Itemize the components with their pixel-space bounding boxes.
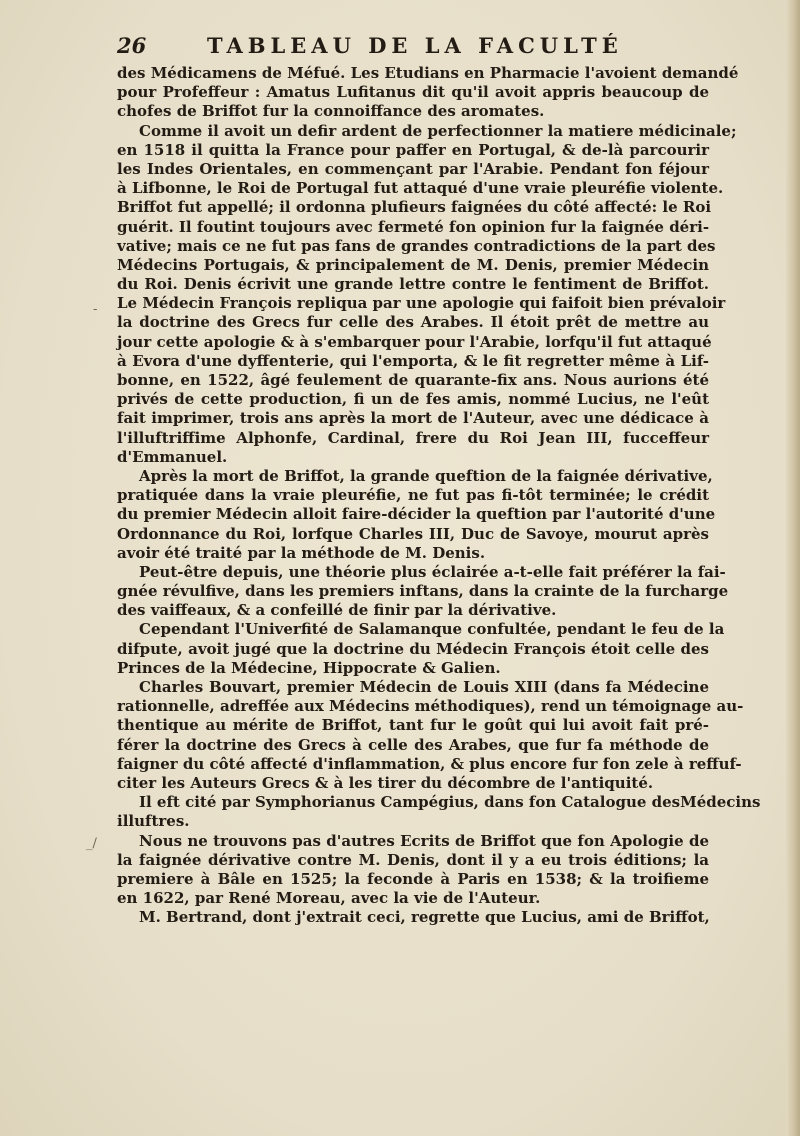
text-line: jour cette apologie & à s'embarquer pour l'Arabie, lorfqu'il fut attaqué [117, 332, 712, 351]
text-line: Le Médecin François repliqua par une apologie qui faifoit bien prévaloir [117, 294, 726, 313]
text-line: guérit. Il foutint toujours avec fermeté fon opinion fur la faignée déri- [117, 217, 710, 236]
text-line: Nous ne trouvons pas d'autres Ecrits de Briffot que fon Apologie de [139, 831, 709, 850]
text-line: férer la doctrine des Grecs à celle des Arabes, que fur fa méthode de [117, 735, 709, 754]
text-line: M. Bertrand, dont j'extrait ceci, regrette que Lucius, ami de Briffot, [139, 908, 710, 927]
text-line: rationnelle, adreffée aux Médecins méthodiques), rend un témoignage au- [117, 697, 744, 716]
text-line: des Médicamens de Méfué. Les Etudians en Pharmacie l'avoient demandé [117, 64, 739, 82]
text-line: Ordonnance du Roi, lorfque Charles III, Duc de Savoye, mourut après [117, 524, 709, 543]
paragraph [117, 793, 761, 831]
text-line: avoir été traité par la méthode de M. Denis. [117, 543, 486, 562]
text-line: faigner du côté affecté d'inflammation, & plus encore fur fon zele à reffuf- [117, 754, 742, 773]
page-header [117, 31, 717, 61]
text-line: difpute, avoit jugé que la doctrine du Médecin François étoit celle des [117, 639, 709, 658]
paragraph [117, 64, 739, 122]
text-line: à Lifbonne, le Roi de Portugal fut attaqué d'une vraie pleuréfie violente. [117, 179, 724, 198]
text-line: privés de cette production, fi un de fes amis, nommé Lucius, ne l'eût [117, 390, 709, 409]
text-line: gnée révulfive, dans les premiers inftans, dans la crainte de la furcharge [117, 582, 729, 601]
text-line: la faignée dérivative contre M. Denis, dont il y a eu trois éditions; la [117, 850, 709, 869]
paragraph [117, 562, 729, 621]
text-line: pratiquée dans la vraie pleuréfie, ne fut pas fi-tôt terminée; le crédit [117, 486, 709, 505]
margin-mark: _/ [86, 836, 97, 851]
paragraph [117, 466, 716, 563]
page-gutter-shadow [786, 0, 800, 1136]
paragraph [117, 121, 737, 467]
text-line: premiere à Bâle en 1525; la feconde à Paris en 1538; & la troifieme [117, 869, 709, 888]
text-line: bonne, en 1522, âgé feulement de quarante-fix ans. Nous aurions été [117, 371, 709, 389]
text-line: du premier Médecin alloit faire-décider la queftion par l'autorité d'une [117, 505, 716, 524]
text-line: du Roi. Denis écrivit une grande lettre contre le fentiment de Briffot. [117, 275, 709, 294]
text-line: Princes de la Médecine, Hippocrate & Galien. [117, 658, 501, 677]
text-line: Peut-être depuis, une théorie plus éclairée a-t-elle fait préférer la fai- [139, 562, 726, 581]
text-line: Il eft cité par Symphorianus Campégius, dans fon Catalogue desMédecins [139, 793, 761, 812]
text-line: en 1622, par René Moreau, avec la vie de l'Auteur. [117, 889, 541, 908]
paragraph [117, 678, 744, 793]
text-line: à Evora d'une dyffenterie, qui l'emporta, & le fit regretter même à Lif- [117, 351, 709, 370]
text-line: Briffot fut appellé; il ordonna plufieurs faignées du côté affecté: le Roi [117, 198, 712, 217]
text-line: l'illuftriffime Alphonfe, Cardinal, frere du Roi Jean III, fucceffeur [117, 428, 709, 447]
text-line: Cependant l'Univerfité de Salamanque confultée, pendant le feu de la [139, 620, 725, 639]
text-line: fait imprimer, trois ans après la mort de l'Auteur, avec une dédicace à [117, 409, 709, 428]
paragraph [117, 620, 725, 678]
text-line: pour Profeffeur : Amatus Lufitanus dit qu'il avoit appris beaucoup de [117, 83, 709, 102]
text-line: Après la mort de Briffot, la grande queftion de la faignée dérivative, [139, 466, 713, 485]
paragraph [117, 832, 709, 909]
text-line: en 1518 il quitta la France pour paffer en Portugal, & de-là parcourir [117, 140, 709, 159]
margin-mark: - [93, 302, 98, 317]
text-line: chofes de Briffot fur la connoiffance des aromates. [117, 102, 545, 121]
text-line: thentique au mérite de Briffot, tant fur le goût qui lui avoit fait pré- [117, 716, 709, 735]
running-title: TABLEAU DE LA FACULTÉ [207, 33, 623, 58]
text-line: d'Emmanuel. [117, 447, 228, 466]
text-line: la doctrine des Grecs fur celle des Arabes. Il étoit prêt de mettre au [117, 313, 709, 332]
text-line: Charles Bouvart, premier Médecin de Louis XIII (dans fa Médecine [139, 678, 709, 696]
text-line: Médecins Portugais, & principalement de M. Denis, premier Médecin [117, 255, 709, 274]
text-line: vative; mais ce ne fut pas fans de grandes contradictions de la part des [117, 236, 716, 255]
text-line: citer les Auteurs Grecs & à les tirer du décombre de l'antiquité. [117, 773, 654, 792]
paragraph [117, 908, 709, 927]
text-line: des vaiffeaux, & a confeillé de finir par la dérivative. [117, 601, 557, 620]
text-line: les Indes Orientales, en commençant par l'Arabie. Pendant fon féjour [117, 159, 709, 178]
text-body [117, 64, 761, 927]
text-line: Comme il avoit un defir ardent de perfectionner la matiere médicinale; [139, 121, 737, 140]
page-number: 26 [117, 33, 147, 58]
text-line: illuftres. [117, 812, 190, 831]
